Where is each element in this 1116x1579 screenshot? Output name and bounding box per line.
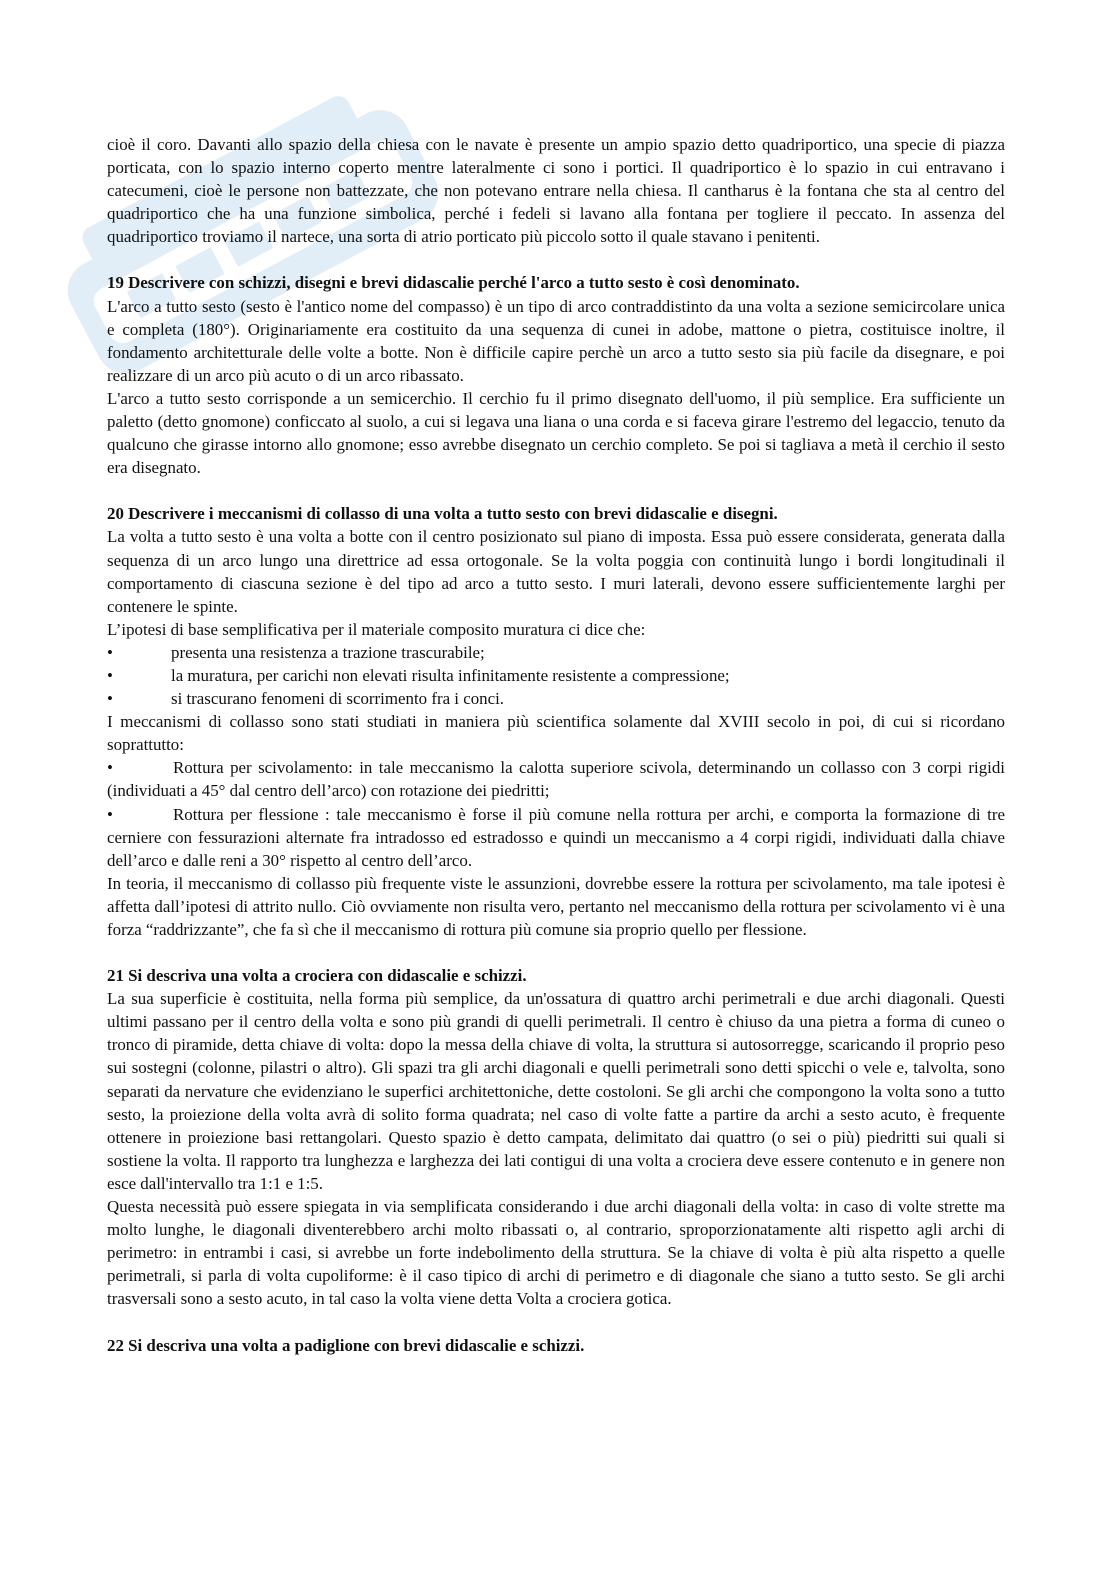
q21-paragraph-1: La sua superficie è costituita, nella forma più semplice, da un'ossatura di quattro archi perimetrali e due archi diagonali. Questi ultimi passano per il centro della volta e sono più grandi di quelli perimetrali. Il centro è chiuso da una pietra a forma di cuneo o tronco di piramide, detta chiave di volta: dopo la messa della chiave di volta, la struttura si autosorregge, scaricando il proprio peso sui sostegni (colonne, pilastri o altro). Gli spazi tra gli archi diagonali e quelli perimetrali sono detti spicchi o vele e, talvolta, sono separati da nervature che evidenziano le superfici architettoniche, dette costoloni. Se gli archi che compongono la volta sono a tutto sesto, la proiezione della volta avrà di solito forma quadrata; nel caso di volte fatte a partire da archi a sesto acuto, è frequente ottenere in proiezione basi rettangolari. Questo spazio è detto campata, delimitato dai quattro (o sei o più) piedritti sui quali si sostiene la volta. Il rapporto tra lunghezza e larghezza dei lati contigui di una volta a crociera deve essere contenuto e in genere non esce dall'intervallo tra 1:1 e 1:5. [107,989,1005,1193]
q21-heading: 21 Si descriva una volta a crociera con didascalie e schizzi. [107,966,527,986]
bullet-icon: • [107,689,113,709]
bullet-icon: • [107,665,113,685]
q20-paragraph-1: La volta a tutto sesto è una volta a botte con il centro posizionato sul piano di imposta. Essa può essere considerata, generata dalla sequenza di un arco lungo una direttrice ad essa ortogonale. Se la volta poggia con continuità lungo i bordi longitudinali il comportamento di ciascuna sezione è del tipo ad arco a tutto sesto. I muri laterali, devono essere sufficientemente larghi per contenere le spinte. [107,527,1005,616]
q21-paragraph-2: Questa necessità può essere spiegata in via semplificata considerando i due archi diagonali della volta: in caso di volte strette ma molto lunghe, le diagonali diventerebbero archi molto ribassati o, al contrario, sproporzionatamente alti rispetto agli archi di perimetro: in entrambi i casi, si avrebbe un forte indebolimento della struttura. Se la chiave di volta è più alta rispetto a quelle perimetrali, si parla di volta cupoliforme: è il caso tipico di archi di perimetro e di diagonale che siano a tutto sesto. Se gli archi trasversali sono a sesto acuto, in tal caso la volta viene detta Volta a crociera gotica. [107,1197,1005,1309]
bullet-icon: • [107,642,113,662]
list-item: • si trascurano fenomeni di scorrimento fra i conci. [107,687,1005,710]
q20-paragraph-4: In teoria, il meccanismo di collasso più frequente viste le assunzioni, dovrebbe essere la rottura per scivolamento, ma tale ipotesi è affetta dall’ipotesi di attrito nullo. Ciò ovviamente non risulta vero, pertanto nel meccanismo della rottura per scivolamento vi è una forza “raddrizzante”, che fa sì che il meccanismo di rottura più comune sia proprio quello per flessione. [107,873,1005,939]
list-item: • presenta una resistenza a trazione trascurabile; [107,641,1005,664]
q19-heading: 19 Descrivere con schizzi, disegni e brevi didascalie perché l'arco a tutto sesto è così denominato. [107,273,800,293]
q20-paragraph-2: L’ipotesi di base semplificativa per il materiale composito muratura ci dice che: [107,619,646,639]
list-item: • Rottura per flessione : tale meccanismo è forse il più comune nella rottura per archi, e comporta la formazione di tre cerniere con fessurazioni alternate fra intradosso ed estradosso e quindi un meccanismo a 4 corpi rigidi, individuati dalla chiave dell’arco e dalle reni a 30° rispetto al centro dell’arco. [107,804,1005,870]
q20-paragraph-3: I meccanismi di collasso sono stati studiati in maniera più scientifica solamente dal XVIII secolo in poi, di cui si ricordano soprattutto: [107,712,1005,755]
q19-paragraph-1: L'arco a tutto sesto (sesto è l'antico nome del compasso) è un tipo di arco contraddistinto da una volta a sezione semicircolare unica e completa (180°). Originariamente era costituito da una sequenza di cunei in adobe, mattone o pietra, costituisce inoltre, il fondamento architetturale delle volte a botte. Non è difficile capire perchè un arco a tutto sesto sia più facile da disegnare, e poi realizzare di un arco più acuto o di un arco ribassato. [107,296,1005,385]
document-page [107,133,1005,1357]
list-item: • la muratura, per carichi non elevati risulta infinitamente resistente a compressione; [107,664,1005,687]
intro-paragraph: cioè il coro. Davanti allo spazio della chiesa con le navate è presente un ampio spazio detto quadriportico, una specie di piazza porticata, con lo spazio interno coperto mentre lateralmente ci sono i portici. Il quadriportico è lo spazio in cui entravano i catecumeni, cioè le persone non battezzate, che non potevano entrare nella chiesa. Il cantharus è la fontana che sta al centro del quadriportico che ha una funzione simbolica, perché i fedeli si lavano alla fontana per togliere il peccato. In assenza del quadriportico troviamo il nartece, una sorta di atrio porticato più piccolo sotto il quale stavano i penitenti. [107,135,1005,247]
q20-heading: 20 Descrivere i meccanismi di collasso di una volta a tutto sesto con brevi didascalie e disegni. [107,504,778,524]
bullet-icon: • [107,804,113,824]
bullet-icon: • [107,758,113,778]
q19-paragraph-2: L'arco a tutto sesto corrisponde a un semicerchio. Il cerchio fu il primo disegnato dell'uomo, il più semplice. Era sufficiente un paletto (detto gnomone) conficcato al suolo, a cui si legava una liana o una corda e si faceva girare l'estremo del legaccio, tenuto da qualcuno che girasse intorno allo gnomone; esso avrebbe disegnato un cerchio completo. Se poi si tagliava a metà il cerchio il sesto era disegnato. [107,388,1005,478]
q22-heading: 22 Si descriva una volta a padiglione con brevi didascalie e schizzi. [107,1335,585,1355]
list-item: • Rottura per scivolamento: in tale meccanismo la calotta superiore scivola, determinando un collasso con 3 corpi rigidi (individuati a 45° dal centro dell’arco) con rotazione dei piedritti; [107,758,1005,801]
